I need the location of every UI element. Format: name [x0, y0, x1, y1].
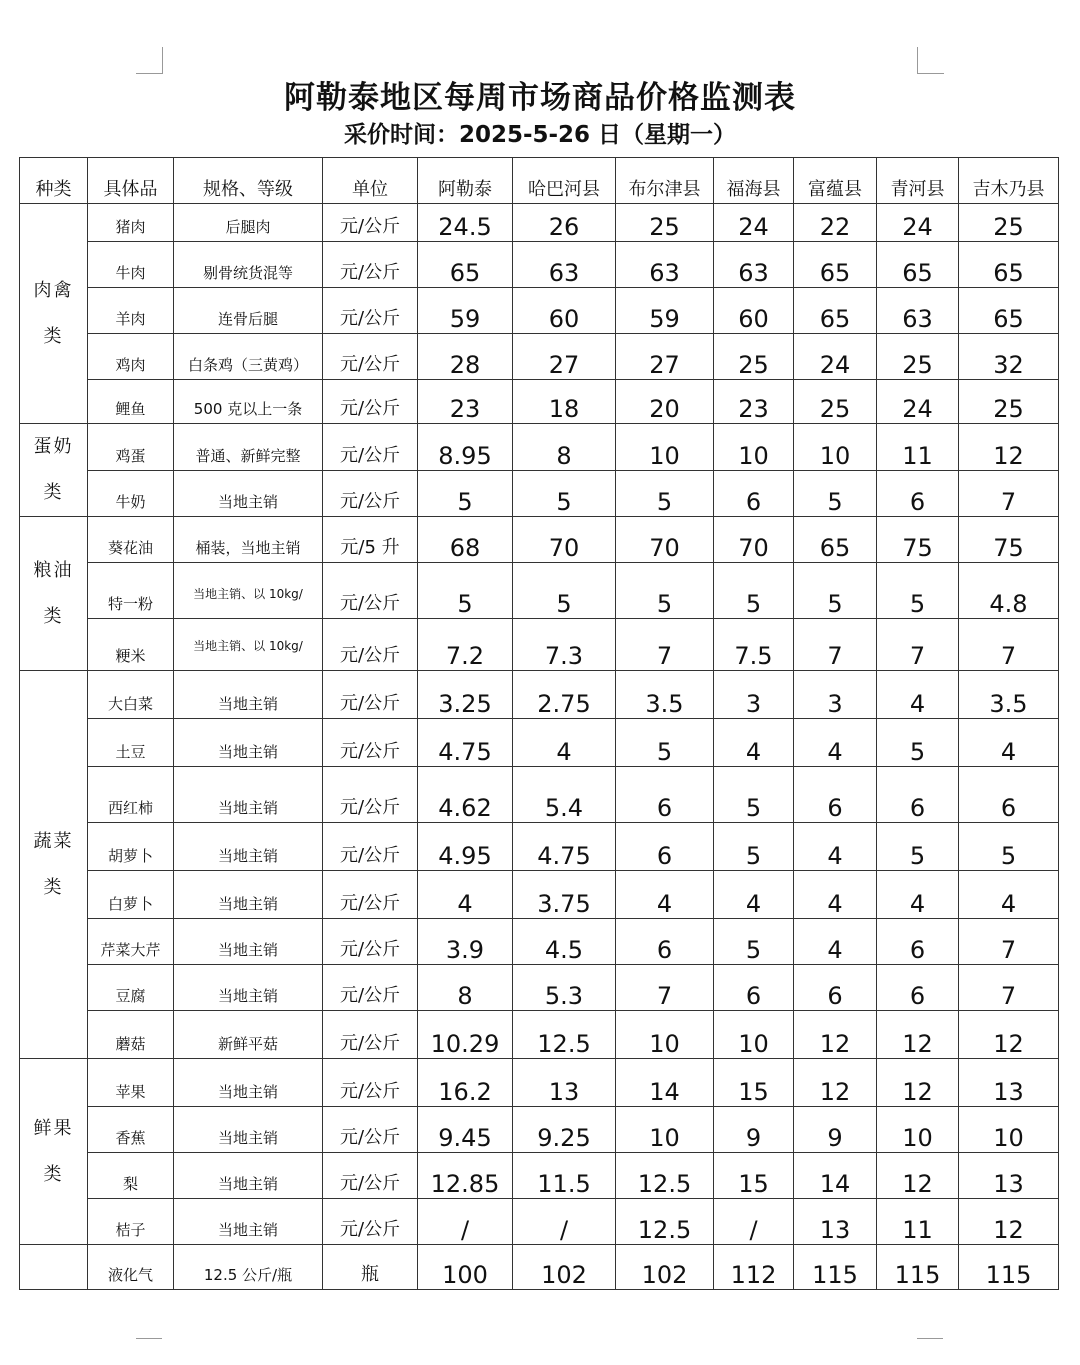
price-cell: 68: [418, 517, 513, 563]
spec-cell: 当地主销: [174, 871, 323, 919]
price-cell: 7: [959, 470, 1059, 517]
price-cell: 16.2: [418, 1059, 513, 1107]
price-cell: 63: [877, 288, 959, 334]
price-cell: 7: [877, 619, 959, 671]
item-cell: 蘑菇: [88, 1011, 174, 1059]
price-cell: 24: [794, 334, 877, 380]
price-cell: 7: [959, 965, 1059, 1011]
spec-cell: 当地主销: [174, 823, 323, 871]
price-cell: 60: [714, 288, 794, 334]
item-cell: 大白菜: [88, 671, 174, 719]
table-row: [20, 767, 1059, 823]
price-cell: 63: [714, 242, 794, 288]
price-cell: 4.8: [959, 563, 1059, 619]
price-cell: 6: [877, 965, 959, 1011]
table-row: [20, 823, 1059, 871]
category-cell: [20, 517, 88, 671]
table-row: [20, 563, 1059, 619]
price-cell: 5: [714, 767, 794, 823]
price-cell: 25: [959, 380, 1059, 424]
price-cell: 8: [513, 424, 616, 471]
unit-cell: 元/公斤: [323, 871, 418, 919]
price-cell: 9.25: [513, 1107, 616, 1153]
price-cell: 12.5: [616, 1199, 714, 1245]
price-cell: 18: [513, 380, 616, 424]
price-cell: 5: [616, 719, 714, 767]
item-cell: 胡萝卜: [88, 823, 174, 871]
price-cell: 7: [959, 619, 1059, 671]
price-cell: 12: [959, 424, 1059, 471]
price-cell: 12: [794, 1011, 877, 1059]
table-row: [20, 965, 1059, 1011]
spec-cell: 当地主销: [174, 919, 323, 965]
price-cell: 14: [794, 1153, 877, 1199]
price-cell: 13: [794, 1199, 877, 1245]
spec-cell: 当地主销: [174, 1153, 323, 1199]
price-cell: 9.45: [418, 1107, 513, 1153]
price-cell: 6: [959, 767, 1059, 823]
item-cell: 鲤鱼: [88, 380, 174, 424]
table-row: [20, 288, 1059, 334]
price-cell: 14: [616, 1059, 714, 1107]
price-cell: 5: [513, 470, 616, 517]
price-cell: 5: [794, 470, 877, 517]
price-cell: 6: [616, 823, 714, 871]
price-cell: 5: [418, 470, 513, 517]
price-cell: /: [418, 1199, 513, 1245]
price-cell: 13: [959, 1153, 1059, 1199]
spec-cell: 桶装，当地主销: [174, 517, 323, 563]
price-cell: 8: [418, 965, 513, 1011]
price-cell: 4: [959, 719, 1059, 767]
price-cell: 75: [959, 517, 1059, 563]
price-cell: 6: [794, 767, 877, 823]
price-cell: 4: [959, 871, 1059, 919]
item-cell: 羊肉: [88, 288, 174, 334]
spec-cell: 当地主销: [174, 1107, 323, 1153]
table-row: [20, 424, 1059, 471]
price-cell: 5: [877, 823, 959, 871]
price-cell: 70: [513, 517, 616, 563]
price-cell: 4: [877, 871, 959, 919]
price-cell: 22: [794, 204, 877, 242]
price-cell: 12: [877, 1059, 959, 1107]
spec-cell: 当地主销、以 10kg/: [174, 563, 323, 619]
price-cell: 15: [714, 1153, 794, 1199]
price-cell: 10: [794, 424, 877, 471]
price-cell: 3.5: [616, 671, 714, 719]
price-cell: 70: [616, 517, 714, 563]
table-row: [20, 919, 1059, 965]
price-cell: 7: [794, 619, 877, 671]
price-cell: 7.3: [513, 619, 616, 671]
price-cell: 9: [794, 1107, 877, 1153]
unit-cell: 元/公斤: [323, 965, 418, 1011]
item-cell: 粳米: [88, 619, 174, 671]
item-cell: 桔子: [88, 1199, 174, 1245]
category-label: 蛋奶类: [33, 436, 74, 503]
price-cell: 115: [959, 1245, 1059, 1290]
price-cell: 13: [513, 1059, 616, 1107]
price-cell: 10: [616, 1107, 714, 1153]
header-cell: 规格、等级: [174, 158, 323, 204]
table-row: [20, 242, 1059, 288]
category-cell: [20, 424, 88, 517]
price-cell: 4: [794, 823, 877, 871]
price-cell: 8.95: [418, 424, 513, 471]
price-cell: 3: [714, 671, 794, 719]
item-cell: 土豆: [88, 719, 174, 767]
page-corner-mark: [917, 1338, 943, 1365]
price-cell: 4.62: [418, 767, 513, 823]
price-cell: 24: [877, 204, 959, 242]
price-cell: 10: [616, 424, 714, 471]
category-cell: [20, 1059, 88, 1245]
price-cell: 23: [418, 380, 513, 424]
price-cell: 100: [418, 1245, 513, 1290]
price-cell: 5.4: [513, 767, 616, 823]
price-cell: 11: [877, 1199, 959, 1245]
category-label: 鲜果类: [33, 1117, 74, 1185]
header-cell: 具体品: [88, 158, 174, 204]
unit-cell: 元/公斤: [323, 424, 418, 471]
document-title: 阿勒泰地区每周市场商品价格监测表: [284, 80, 796, 116]
price-cell: 63: [513, 242, 616, 288]
price-cell: 13: [959, 1059, 1059, 1107]
price-cell: 59: [418, 288, 513, 334]
item-cell: 苹果: [88, 1059, 174, 1107]
price-cell: 65: [418, 242, 513, 288]
price-cell: 4: [877, 671, 959, 719]
price-cell: 4: [418, 871, 513, 919]
table-row: [20, 671, 1059, 719]
header-cell: 青河县: [877, 158, 959, 204]
price-cell: 5: [714, 919, 794, 965]
header-cell: 吉木乃县: [959, 158, 1059, 204]
header-cell: 富蕴县: [794, 158, 877, 204]
price-cell: 10: [616, 1011, 714, 1059]
price-cell: 12.5: [513, 1011, 616, 1059]
price-cell: 6: [877, 470, 959, 517]
unit-cell: 瓶: [323, 1245, 418, 1290]
unit-cell: 元/公斤: [323, 671, 418, 719]
price-cell: 5: [959, 823, 1059, 871]
table-row: [20, 204, 1059, 242]
item-cell: 豆腐: [88, 965, 174, 1011]
unit-cell: 元/公斤: [323, 1153, 418, 1199]
spec-cell: 当地主销: [174, 671, 323, 719]
price-cell: 7: [959, 919, 1059, 965]
item-cell: 梨: [88, 1153, 174, 1199]
price-cell: 28: [418, 334, 513, 380]
price-cell: 25: [616, 204, 714, 242]
price-cell: 11: [877, 424, 959, 471]
price-cell: 6: [714, 965, 794, 1011]
header-cell: 福海县: [714, 158, 794, 204]
table-row: [20, 619, 1059, 671]
spec-cell: 普通、新鲜完整: [174, 424, 323, 471]
price-cell: 7.2: [418, 619, 513, 671]
price-cell: 9: [714, 1107, 794, 1153]
category-label: 粮油类: [33, 559, 74, 627]
unit-cell: 元/公斤: [323, 204, 418, 242]
category-label: 肉禽类: [33, 279, 74, 347]
price-cell: 12: [877, 1011, 959, 1059]
price-cell: 63: [616, 242, 714, 288]
item-cell: 猪肉: [88, 204, 174, 242]
unit-cell: 元/公斤: [323, 919, 418, 965]
price-cell: 4: [616, 871, 714, 919]
price-cell: 12: [959, 1011, 1059, 1059]
price-cell: 12.85: [418, 1153, 513, 1199]
price-cell: 3.9: [418, 919, 513, 965]
price-cell: 4: [794, 719, 877, 767]
unit-cell: 元/公斤: [323, 470, 418, 517]
price-cell: 6: [714, 470, 794, 517]
price-cell: 65: [959, 242, 1059, 288]
header-cell: 哈巴河县: [513, 158, 616, 204]
price-cell: 12: [877, 1153, 959, 1199]
spec-cell: 连骨后腿: [174, 288, 323, 334]
price-cell: 5: [616, 563, 714, 619]
table-row: [20, 470, 1059, 517]
price-cell: 102: [513, 1245, 616, 1290]
unit-cell: 元/公斤: [323, 1107, 418, 1153]
price-cell: 12: [794, 1059, 877, 1107]
header-cell: 阿勒泰: [418, 158, 513, 204]
table-row: [20, 517, 1059, 563]
price-cell: 12.5: [616, 1153, 714, 1199]
table-row: [20, 1199, 1059, 1245]
price-cell: 25: [877, 334, 959, 380]
price-cell: 7: [616, 965, 714, 1011]
table-row: [20, 1059, 1059, 1107]
price-cell: 65: [959, 288, 1059, 334]
price-cell: 7: [616, 619, 714, 671]
price-cell: 4: [714, 719, 794, 767]
unit-cell: 元/公斤: [323, 380, 418, 424]
price-cell: 6: [794, 965, 877, 1011]
table-row: [20, 719, 1059, 767]
spec-cell: 当地主销: [174, 1059, 323, 1107]
price-cell: 4.5: [513, 919, 616, 965]
table-header-row: [20, 158, 1059, 204]
category-cell: [20, 204, 88, 424]
table-row: [20, 1245, 1059, 1290]
price-cell: 3.25: [418, 671, 513, 719]
price-cell: 4.75: [513, 823, 616, 871]
price-cell: 25: [959, 204, 1059, 242]
page-corner-mark: [136, 1338, 162, 1365]
item-cell: 牛奶: [88, 470, 174, 517]
table-row: [20, 1011, 1059, 1059]
price-cell: 102: [616, 1245, 714, 1290]
item-cell: 香蕉: [88, 1107, 174, 1153]
price-cell: 65: [794, 517, 877, 563]
item-cell: 葵花油: [88, 517, 174, 563]
price-cell: 24.5: [418, 204, 513, 242]
price-cell: 5: [877, 719, 959, 767]
price-cell: 7.5: [714, 619, 794, 671]
spec-cell: 当地主销: [174, 1199, 323, 1245]
price-cell: 115: [877, 1245, 959, 1290]
spec-cell: 当地主销、以 10kg/: [174, 619, 323, 671]
spec-cell: 12.5 公斤/瓶: [174, 1245, 323, 1290]
table-row: [20, 1153, 1059, 1199]
table-row: [20, 334, 1059, 380]
price-cell: 70: [714, 517, 794, 563]
header-cell: 单位: [323, 158, 418, 204]
item-cell: 芹菜大芹: [88, 919, 174, 965]
unit-cell: 元/公斤: [323, 334, 418, 380]
price-cell: 60: [513, 288, 616, 334]
spec-cell: 500 克以上一条: [174, 380, 323, 424]
price-cell: 5: [714, 823, 794, 871]
item-cell: 鸡蛋: [88, 424, 174, 471]
price-cell: 27: [513, 334, 616, 380]
price-cell: 25: [714, 334, 794, 380]
spec-cell: 当地主销: [174, 767, 323, 823]
price-cell: 5: [616, 470, 714, 517]
price-cell: 65: [794, 288, 877, 334]
price-cell: 112: [714, 1245, 794, 1290]
spec-cell: 当地主销: [174, 719, 323, 767]
unit-cell: 元/5 升: [323, 517, 418, 563]
unit-cell: 元/公斤: [323, 1059, 418, 1107]
price-cell: 6: [877, 919, 959, 965]
price-table: [19, 157, 1059, 1290]
spec-cell: 后腿肉: [174, 204, 323, 242]
price-cell: 10: [714, 424, 794, 471]
price-cell: 65: [877, 242, 959, 288]
price-cell: 3: [794, 671, 877, 719]
price-cell: 6: [877, 767, 959, 823]
page-corner-mark: [136, 47, 163, 74]
price-cell: 20: [616, 380, 714, 424]
document-subtitle: 采价时间：2025-5-26 日（星期一）: [343, 122, 737, 148]
unit-cell: 元/公斤: [323, 1011, 418, 1059]
item-cell: 特一粉: [88, 563, 174, 619]
price-cell: 25: [794, 380, 877, 424]
header-cell: 种类: [20, 158, 88, 204]
price-cell: 4: [794, 919, 877, 965]
page-corner-mark: [917, 47, 944, 74]
price-cell: 2.75: [513, 671, 616, 719]
item-cell: 牛肉: [88, 242, 174, 288]
price-cell: 32: [959, 334, 1059, 380]
category-cell: [20, 671, 88, 1059]
price-cell: 10.29: [418, 1011, 513, 1059]
price-cell: 12: [959, 1199, 1059, 1245]
unit-cell: 元/公斤: [323, 719, 418, 767]
spec-cell: 剔骨统货混等: [174, 242, 323, 288]
table-row: [20, 1107, 1059, 1153]
price-cell: 11.5: [513, 1153, 616, 1199]
unit-cell: 元/公斤: [323, 563, 418, 619]
price-cell: 26: [513, 204, 616, 242]
price-cell: 3.75: [513, 871, 616, 919]
price-cell: 6: [616, 767, 714, 823]
price-cell: 6: [616, 919, 714, 965]
table-body: [20, 204, 1059, 1290]
spec-cell: 白条鸡（三黄鸡）: [174, 334, 323, 380]
category-label: 蔬菜类: [33, 830, 74, 898]
unit-cell: 元/公斤: [323, 1199, 418, 1245]
item-cell: 白萝卜: [88, 871, 174, 919]
header-cell: 布尔津县: [616, 158, 714, 204]
price-cell: 27: [616, 334, 714, 380]
price-cell: 5: [794, 563, 877, 619]
price-cell: 75: [877, 517, 959, 563]
price-cell: 24: [877, 380, 959, 424]
unit-cell: 元/公斤: [323, 823, 418, 871]
unit-cell: 元/公斤: [323, 767, 418, 823]
price-cell: 10: [714, 1011, 794, 1059]
price-cell: 4: [513, 719, 616, 767]
price-cell: 115: [794, 1245, 877, 1290]
price-cell: 65: [794, 242, 877, 288]
price-cell: 23: [714, 380, 794, 424]
price-cell: 5: [877, 563, 959, 619]
price-cell: 4.75: [418, 719, 513, 767]
item-cell: 西红柿: [88, 767, 174, 823]
price-cell: 5: [418, 563, 513, 619]
price-cell: /: [513, 1199, 616, 1245]
price-cell: 24: [714, 204, 794, 242]
price-cell: 5: [513, 563, 616, 619]
table-row: [20, 871, 1059, 919]
price-cell: 4.95: [418, 823, 513, 871]
price-cell: 5: [714, 563, 794, 619]
price-cell: 4: [714, 871, 794, 919]
price-cell: 59: [616, 288, 714, 334]
spec-cell: 当地主销: [174, 470, 323, 517]
spec-cell: 当地主销: [174, 965, 323, 1011]
unit-cell: 元/公斤: [323, 288, 418, 334]
price-cell: 15: [714, 1059, 794, 1107]
category-cell: [20, 1245, 88, 1290]
item-cell: 液化气: [88, 1245, 174, 1290]
unit-cell: 元/公斤: [323, 242, 418, 288]
spec-cell: 新鲜平菇: [174, 1011, 323, 1059]
table-row: [20, 380, 1059, 424]
price-cell: 4: [794, 871, 877, 919]
unit-cell: 元/公斤: [323, 619, 418, 671]
price-cell: /: [714, 1199, 794, 1245]
item-cell: 鸡肉: [88, 334, 174, 380]
price-cell: 3.5: [959, 671, 1059, 719]
price-cell: 5.3: [513, 965, 616, 1011]
price-cell: 10: [959, 1107, 1059, 1153]
price-cell: 10: [877, 1107, 959, 1153]
